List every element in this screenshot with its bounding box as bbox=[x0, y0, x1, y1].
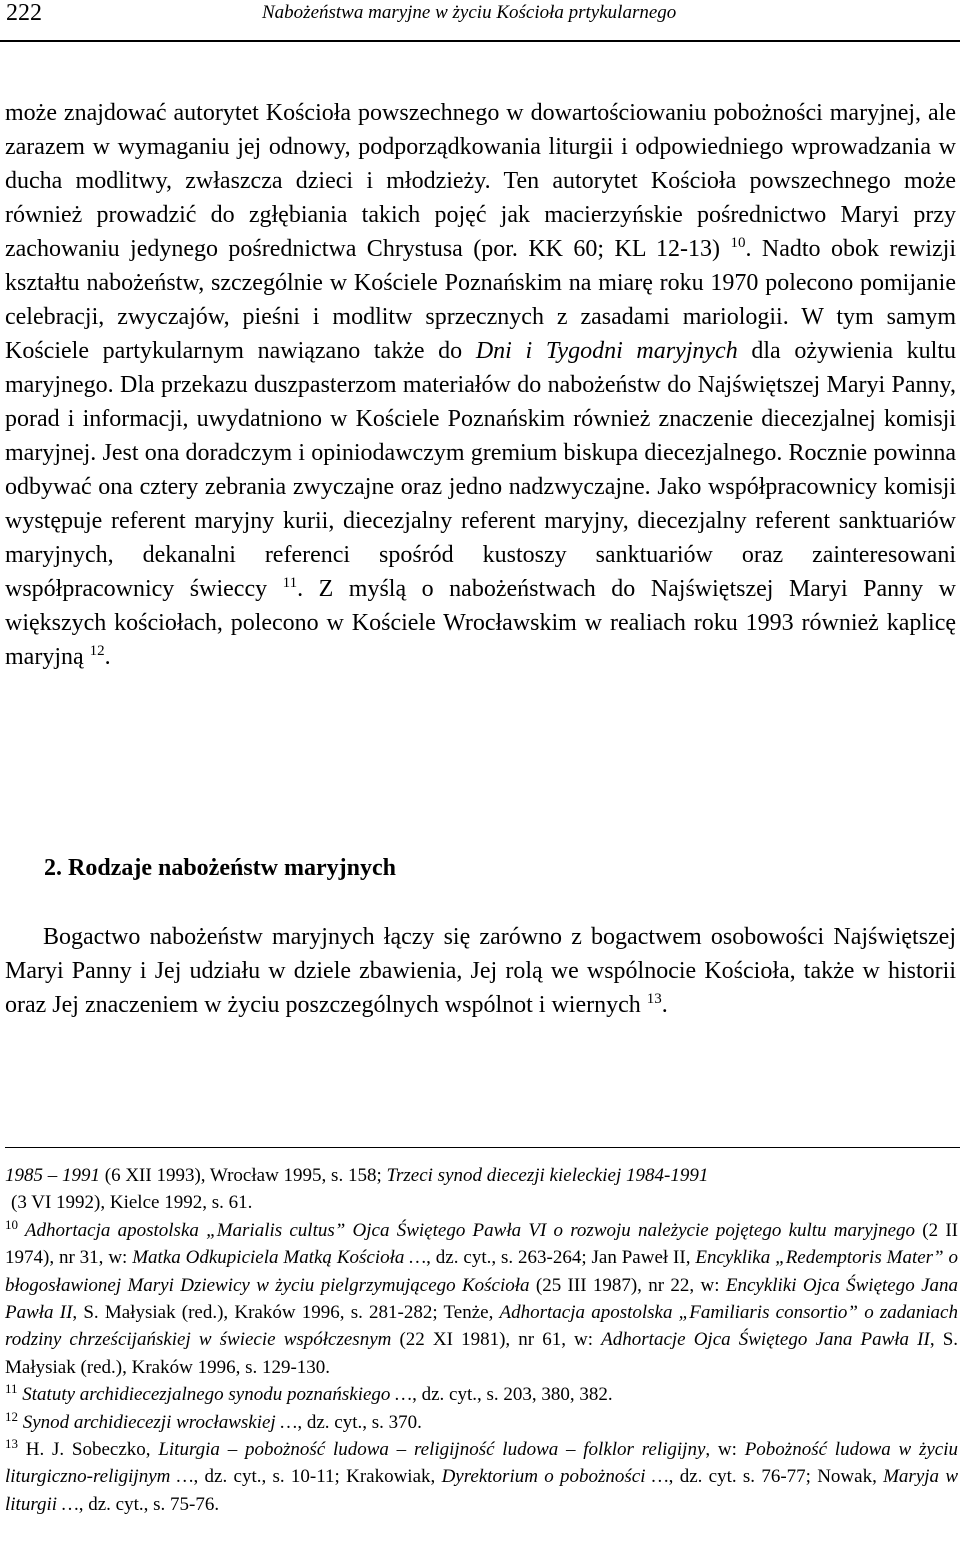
text-run: dla ożywienia kultu maryjnego. Dla przekazu duszpasterzom materiałów do nabożeństw do Najświętszej Maryi Panny, porad i informacji, uwydatniono w Kościele Poznańskim również znaczenie diecezjalnej komisji maryjnej. Jest ona doradczym i opiniodawczym gremium biskupa diecezjalnego. Rocznie powinna odbywać ona cztery zebrania zwyczajne oraz jedno nadzwyczajne. Jako współpracownicy komisji występuje referent maryjny kurii, diecezjalny referent maryjny, diecezjalny referent sanktuariów maryjnych, dekanalni referenci spośród kustoszy sanktuariów oraz zainteresowani współpracownicy świeccy bbox=[5, 338, 956, 602]
text-run: . bbox=[661, 992, 668, 1018]
italic-term: Dni i Tygodni maryjnych bbox=[475, 338, 738, 364]
text-run: H. J. Sobeczko, bbox=[18, 1439, 159, 1461]
italic-run: Liturgia – pobożność ludowa – religijność ludowa – folklor religijny bbox=[158, 1439, 706, 1461]
footnote-continued bbox=[5, 1162, 958, 1189]
text-run: , S. Małysiak (red.), Kraków 1996, s. 281-282; Tenże, bbox=[72, 1302, 500, 1324]
text-run: (2 II 1974), nr 31, w: bbox=[5, 1219, 959, 1269]
italic-run: Synod archidiecezji wrocławskiej … bbox=[18, 1411, 298, 1433]
text-run: , dz. cyt., s. 370. bbox=[297, 1411, 422, 1433]
italic-run: 1985 – 1991 bbox=[5, 1165, 100, 1186]
text-run: , dz. cyt., s. 10-11; Krakowiak, bbox=[193, 1466, 442, 1488]
text-run: (6 XII 1993), Wrocław 1995, s. 158; bbox=[100, 1165, 387, 1186]
text-run: . Nadto obok rewizji kształtu nabożeństw, szczególnie w Kościele Poznańskim na miarę roku 1970 polecono pomijanie celebracji, zwyczajów, pieśni i modlitw sprzecznych z zasadami mariologii. W tym samym Kościele partykularnym nawiązano także do bbox=[5, 236, 957, 364]
page-header bbox=[0, 0, 960, 46]
page-number: 222 bbox=[6, 0, 42, 26]
text-run: (3 VI 1992), Kielce 1992, s. 61. bbox=[11, 1192, 253, 1214]
text-run: może znajdować autorytet Kościoła powszechnego w dowartościowaniu pobożności maryjnej, ale zarazem w wymaganiu jej odnowy, podporządkowania liturgii i odpowiedniego wprowadzania w ducha modlitwy, zwłaszcza dzieci i młodzieży. Ten autorytet Kościoła powszechnego może również prowadzić do zgłębiania takich pojęć jak macierzyńskie pośrednictwo Maryi przy zachowaniu jedynego pośrednictwa Chrystusa (por. KK 60; KL 12-13) bbox=[5, 100, 956, 262]
footnote-ref[interactable]: 11 bbox=[282, 575, 298, 591]
italic-run: Matka Odkupiciela Matką Kościoła … bbox=[132, 1247, 427, 1269]
text-run: , dz. cyt., s. 75-76. bbox=[78, 1493, 220, 1515]
text-run: (25 III 1987), nr 22, w: bbox=[529, 1274, 726, 1296]
text-run: . bbox=[104, 644, 111, 670]
italic-run: Statuty archidiecezjalnego synodu poznańskiego … bbox=[17, 1384, 413, 1406]
main-text bbox=[5, 96, 956, 674]
italic-run: Maryja w liturgii … bbox=[5, 1466, 958, 1515]
footnote-number: 13 bbox=[5, 1436, 18, 1452]
paragraph bbox=[5, 96, 956, 674]
footnote-ref[interactable]: 10 bbox=[730, 235, 746, 251]
header-rule bbox=[0, 40, 960, 42]
italic-run: Trzeci synod diecezji kieleckiej 1984-1991 bbox=[386, 1165, 709, 1186]
footnote-ref[interactable]: 12 bbox=[89, 643, 105, 659]
footnote-13 bbox=[5, 1436, 958, 1518]
italic-run: Adhortacja apostolska „Marialis cultus” Ojca Świętego Pawła VI o rozwoju należycie pojętego kultu maryjnego bbox=[18, 1219, 916, 1241]
footnote-12 bbox=[5, 1409, 958, 1436]
italic-run: Encykliki Ojca Świętego Jana Pawła II bbox=[5, 1274, 958, 1324]
footnote-number: 11 bbox=[5, 1381, 18, 1397]
section-heading: 2. Rodzaje nabożeństw maryjnych bbox=[44, 855, 396, 881]
text-run: . Z myślą o nabożeństwach do Najświętszej Maryi Panny w większych kościołach, polecono w Kościele Wrocławskim w realiach roku 1993 również kaplicę maryjną bbox=[5, 576, 956, 670]
footnote-11 bbox=[5, 1381, 958, 1408]
text-run: (22 XI 1981), nr 61, w: bbox=[391, 1329, 602, 1351]
text-run: Bogactwo nabożeństw maryjnych łączy się zarówno z bogactwem osobowości Najświętszej Maryi Panny i Jej udziału w dziele zbawienia, Jej rolą we wspólnocie Kościoła, także w historii oraz Jej znaczeniem w życiu poszczególnych wspólnot i wiernych bbox=[5, 924, 956, 1018]
footnote-10 bbox=[5, 1217, 958, 1381]
italic-run: Pobożność ludowa w życiu liturgiczno-religijnym … bbox=[5, 1439, 958, 1488]
text-run: , dz. cyt., s. 203, 380, 382. bbox=[412, 1384, 613, 1406]
italic-run: Adhortacja apostolska „Familiaris consortio” o zadaniach rodziny chrześcijańskiej w świecie współczesnym bbox=[5, 1302, 958, 1351]
running-title: Nabożeństwa maryjne w życiu Kościoła prtykularnego bbox=[262, 2, 677, 23]
footnote-ref[interactable]: 13 bbox=[646, 991, 662, 1007]
footnote-number: 12 bbox=[5, 1408, 18, 1424]
footnote-number: 10 bbox=[5, 1216, 18, 1232]
italic-run: Adhortacje Ojca Świętego Jana Pawła II bbox=[601, 1329, 930, 1351]
text-run: , w: bbox=[705, 1439, 745, 1461]
text-run: , dz. cyt. s. 76-77; Nowak, bbox=[668, 1466, 884, 1488]
italic-run: Encyklika „Redemptoris Mater” o błogosławionej Maryi Dziewicy w życiu pielgrzymującego Kościoła bbox=[5, 1247, 959, 1296]
footnote-separator bbox=[5, 1147, 960, 1148]
footnote-continued bbox=[5, 1189, 958, 1216]
italic-run: Dyrektorium o pobożności … bbox=[441, 1466, 669, 1488]
paragraph bbox=[5, 920, 956, 1022]
footnotes bbox=[5, 1162, 958, 1518]
text-run: , dz. cyt., s. 263-264; Jan Paweł II, bbox=[426, 1247, 696, 1269]
section-text bbox=[5, 920, 956, 1022]
text-run: , S. Małysiak (red.), Kraków 1996, s. 129-130. bbox=[5, 1329, 959, 1378]
